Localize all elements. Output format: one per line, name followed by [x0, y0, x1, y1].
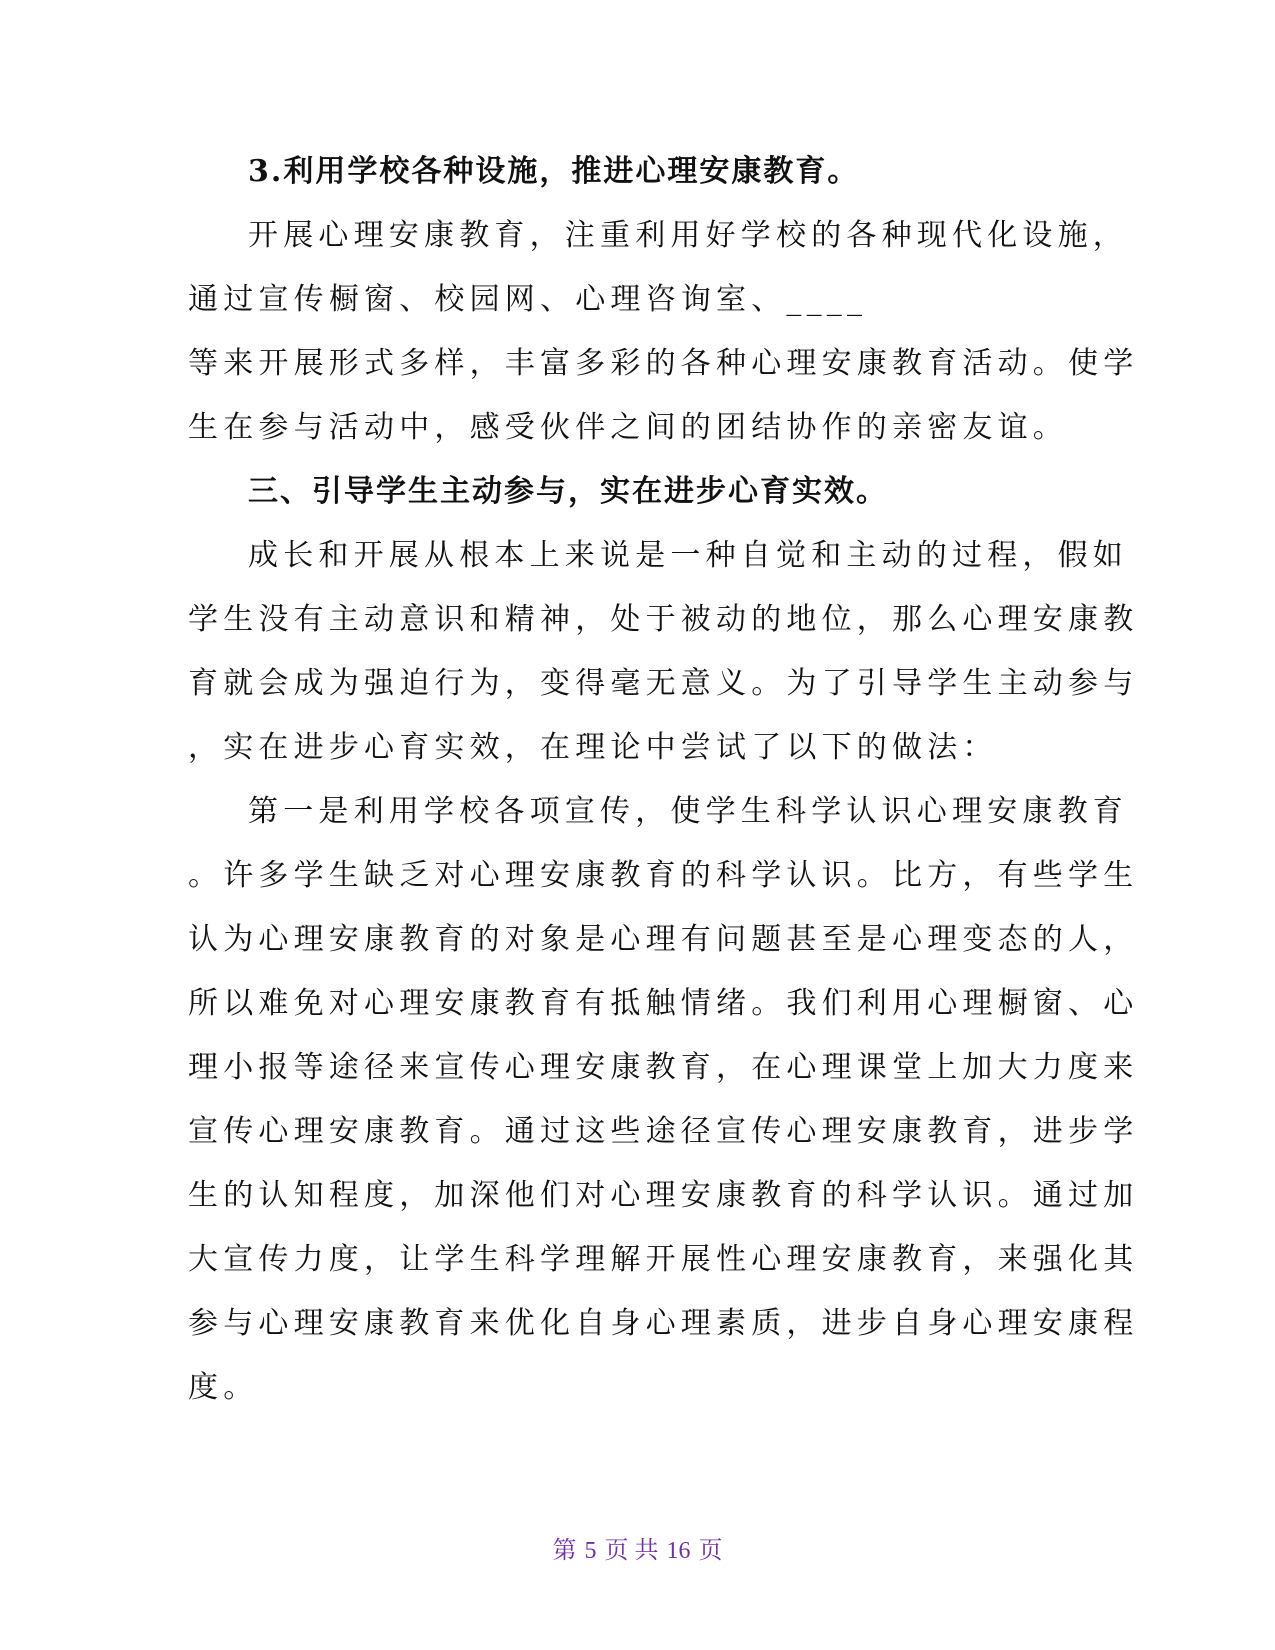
paragraph-line: 度。 [188, 1370, 259, 1405]
paragraph-line: 宣传心理安康教育。通过这些途径宣传心理安康教育，进步学 [188, 1114, 1139, 1149]
section-heading: 三、引导学生主动参与，实在进步心育实效。 [248, 474, 888, 509]
paragraph-line: 学生没有主动意识和精神，处于被动的地位，那么心理安康教 [188, 602, 1139, 637]
paragraph-line: 等来开展形式多样，丰富多彩的各种心理安康教育活动。使学 [188, 346, 1139, 381]
paragraph-line: 大宣传力度，让学生科学理解开展性心理安康教育，来强化其 [188, 1242, 1139, 1277]
paragraph-line: 开展心理安康教育，注重利用好学校的各种现代化设施， [248, 218, 1128, 253]
paragraph-line: 认为心理安康教育的对象是心理有问题甚至是心理变态的人， [188, 922, 1139, 957]
document-body [188, 140, 1139, 1420]
footer-middle: 页 共 [604, 1538, 659, 1564]
paragraph-line: 生的认知程度，加深他们对心理安康教育的科学认识。通过加 [188, 1178, 1139, 1213]
page-footer [0, 1530, 1275, 1565]
paragraph-line: ，实在进步心育实效，在理论中尝试了以下的做法： [188, 730, 998, 765]
paragraph-line: 第一是利用学校各项宣传，使学生科学认识心理安康教育 [248, 794, 1128, 829]
paragraph-line: 参与心理安康教育来优化自身心理素质，进步自身心理安康程 [188, 1306, 1139, 1341]
paragraph-line: 所以难免对心理安康教育有抵触情绪。我们利用心理橱窗、心 [188, 986, 1139, 1021]
paragraph-line: 理小报等途径来宣传心理安康教育，在心理课堂上加大力度来 [188, 1050, 1139, 1085]
current-page-number: 5 [584, 1538, 597, 1564]
paragraph-line: 育就会成为强迫行为，变得毫无意义。为了引导学生主动参与 [188, 666, 1139, 701]
section-heading: 3.利用学校各种设施，推进心理安康教育。 [248, 154, 860, 189]
paragraph-line: 。许多学生缺乏对心理安康教育的科学认识。比方，有些学生 [188, 858, 1139, 893]
paragraph-line: 成长和开展从根本上来说是一种自觉和主动的过程，假如 [248, 538, 1128, 573]
paragraph-line: 通过宣传橱窗、校园网、心理咨询室、____ [188, 282, 868, 317]
footer-prefix: 第 [552, 1538, 577, 1564]
total-pages-number: 16 [666, 1538, 691, 1564]
paragraph-line: 生在参与活动中，感受伙伴之间的团结协作的亲密友谊。 [188, 410, 1068, 445]
footer-suffix: 页 [698, 1538, 723, 1564]
